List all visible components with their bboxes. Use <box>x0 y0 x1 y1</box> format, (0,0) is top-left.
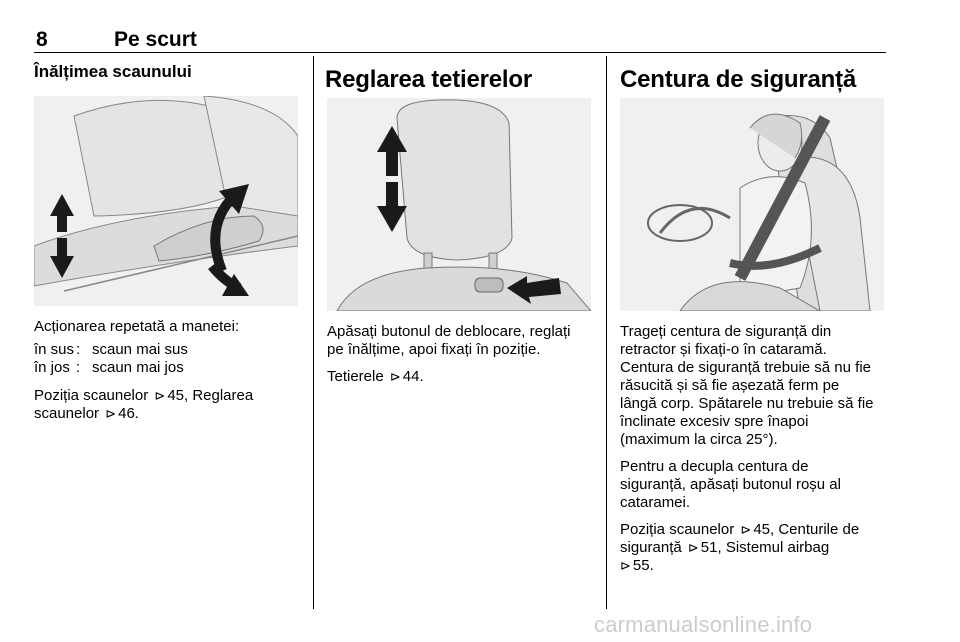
section-headrest <box>325 56 595 94</box>
column-divider <box>606 56 607 609</box>
body-line: Trageți centura de siguranță din <box>620 323 832 340</box>
seat-height-text <box>34 318 306 423</box>
headrest-illustration <box>327 98 591 311</box>
page-header <box>34 26 886 53</box>
definition-row: în sus : scaun mai sus <box>34 341 188 358</box>
body-line: pe înălțime, apoi fixați în poziție. <box>327 341 541 358</box>
page-ref-icon[interactable]: ⊳ <box>389 369 401 384</box>
cross-reference: Poziția scaunelor ⊳ 45, Centurile de siguranță ⊳ 51, Sistemul airbag ⊳ 55. <box>620 521 860 574</box>
section-title: Înălțimea scaunului <box>34 62 192 81</box>
body-line: siguranță, apăsați butonul roșu al <box>620 476 841 493</box>
page-number: 8 <box>36 28 48 51</box>
body-line: Centura de siguranță trebuie să nu fie <box>620 359 871 376</box>
page-ref-icon[interactable]: ⊳ <box>105 406 117 421</box>
section-title: Reglarea tetierelor <box>325 66 532 93</box>
column-divider <box>313 56 314 609</box>
seatbelt-illustration <box>620 98 884 311</box>
body-line: retractor și fixați-o în cataramă. <box>620 341 827 358</box>
definition-key: în sus <box>34 341 75 358</box>
definition-row: în jos : scaun mai jos <box>34 359 184 376</box>
body-line: cataramei. <box>620 494 691 511</box>
section-title: Centura de siguranță <box>620 66 857 93</box>
body-line: Pentru a decupla centura de <box>620 458 809 475</box>
body-line: (maximum la circa 25°). <box>620 431 778 448</box>
definition-key: în jos <box>34 359 70 376</box>
page-ref-icon[interactable]: ⊳ <box>687 540 699 555</box>
definition-value: scaun mai jos <box>92 359 184 376</box>
cross-reference: Poziția scaunelor ⊳ 45, Reglarea scaunelor ⊳ 46. <box>34 387 254 422</box>
watermark: carmanualsonline.info <box>594 612 813 637</box>
body-line: răsucită și să fie așezată ferm pe <box>620 377 840 394</box>
definition-value: scaun mai sus <box>92 341 188 358</box>
page-ref-icon[interactable]: ⊳ <box>620 558 631 573</box>
body-line: Apăsați butonul de deblocare, reglați <box>327 323 571 340</box>
seat-height-illustration <box>34 96 298 306</box>
chapter-title: Pe scurt <box>114 28 197 51</box>
headrest-text <box>327 323 599 386</box>
body-line: înclinate excesiv spre înapoi <box>620 413 809 430</box>
page-ref-icon[interactable]: ⊳ <box>740 522 752 537</box>
body-line: lângă corp. Spătarele nu trebuie să fie <box>620 395 874 412</box>
section-seatbelt <box>620 56 890 94</box>
cross-reference: Tetierele ⊳ 44. <box>327 368 424 385</box>
seatbelt-text <box>620 323 890 575</box>
intro-text: Acționarea repetată a manetei: <box>34 318 240 335</box>
page-ref-icon[interactable]: ⊳ <box>154 388 166 403</box>
section-seat-height <box>34 56 304 82</box>
